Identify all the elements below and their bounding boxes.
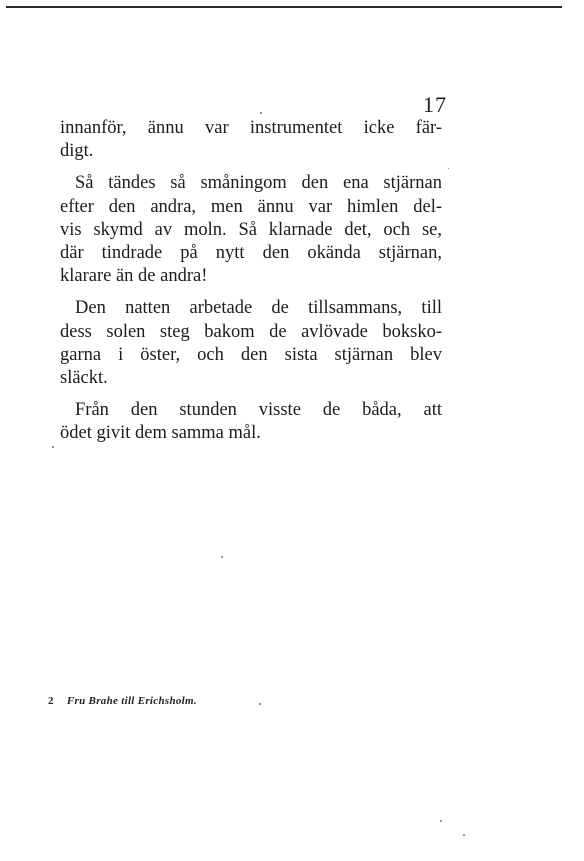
text-line: Så tändes så småningom den ena stjärnan bbox=[75, 173, 442, 194]
text-line: dess solen steg bakom de avlövade boksko- bbox=[60, 321, 442, 342]
text-line: digt. bbox=[60, 141, 94, 162]
scan-speck bbox=[221, 556, 223, 558]
scan-speck bbox=[259, 703, 261, 705]
text-line: garna i öster, och den sista stjärnan blev bbox=[60, 344, 442, 365]
signature-text: Fru Brahe till Erichsholm. bbox=[66, 695, 197, 707]
scan-speck bbox=[440, 820, 442, 822]
text-line: vis skymd av moln. Så klarnade det, och se, bbox=[60, 219, 442, 240]
scan-speck bbox=[52, 446, 54, 448]
paragraph-1 bbox=[60, 117, 442, 163]
paragraph-2 bbox=[60, 172, 442, 288]
page-number: 17 bbox=[423, 92, 447, 117]
top-rule bbox=[6, 6, 562, 8]
paragraph-4 bbox=[60, 399, 442, 445]
text-line: Den natten arbetade de tillsammans, till bbox=[75, 298, 442, 319]
signature-number: 2 bbox=[48, 695, 54, 707]
text-line: där tindrade på nytt den okända stjärnan, bbox=[60, 243, 442, 264]
scan-speck bbox=[448, 168, 449, 169]
body-text bbox=[60, 117, 442, 446]
text-line: innanför, ännu var instrumentet icke fär- bbox=[60, 118, 442, 138]
scan-speck bbox=[463, 834, 465, 836]
text-line: klarare än de andra! bbox=[60, 266, 208, 287]
scan-speck bbox=[260, 112, 262, 114]
signature-mark bbox=[48, 695, 197, 707]
text-line: ödet givit dem samma mål. bbox=[60, 423, 261, 444]
text-line: Från den stunden visste de båda, att bbox=[75, 400, 442, 421]
paragraph-3 bbox=[60, 297, 442, 390]
text-line: släckt. bbox=[60, 368, 108, 389]
text-line: efter den andra, men ännu var himlen del- bbox=[60, 196, 442, 217]
